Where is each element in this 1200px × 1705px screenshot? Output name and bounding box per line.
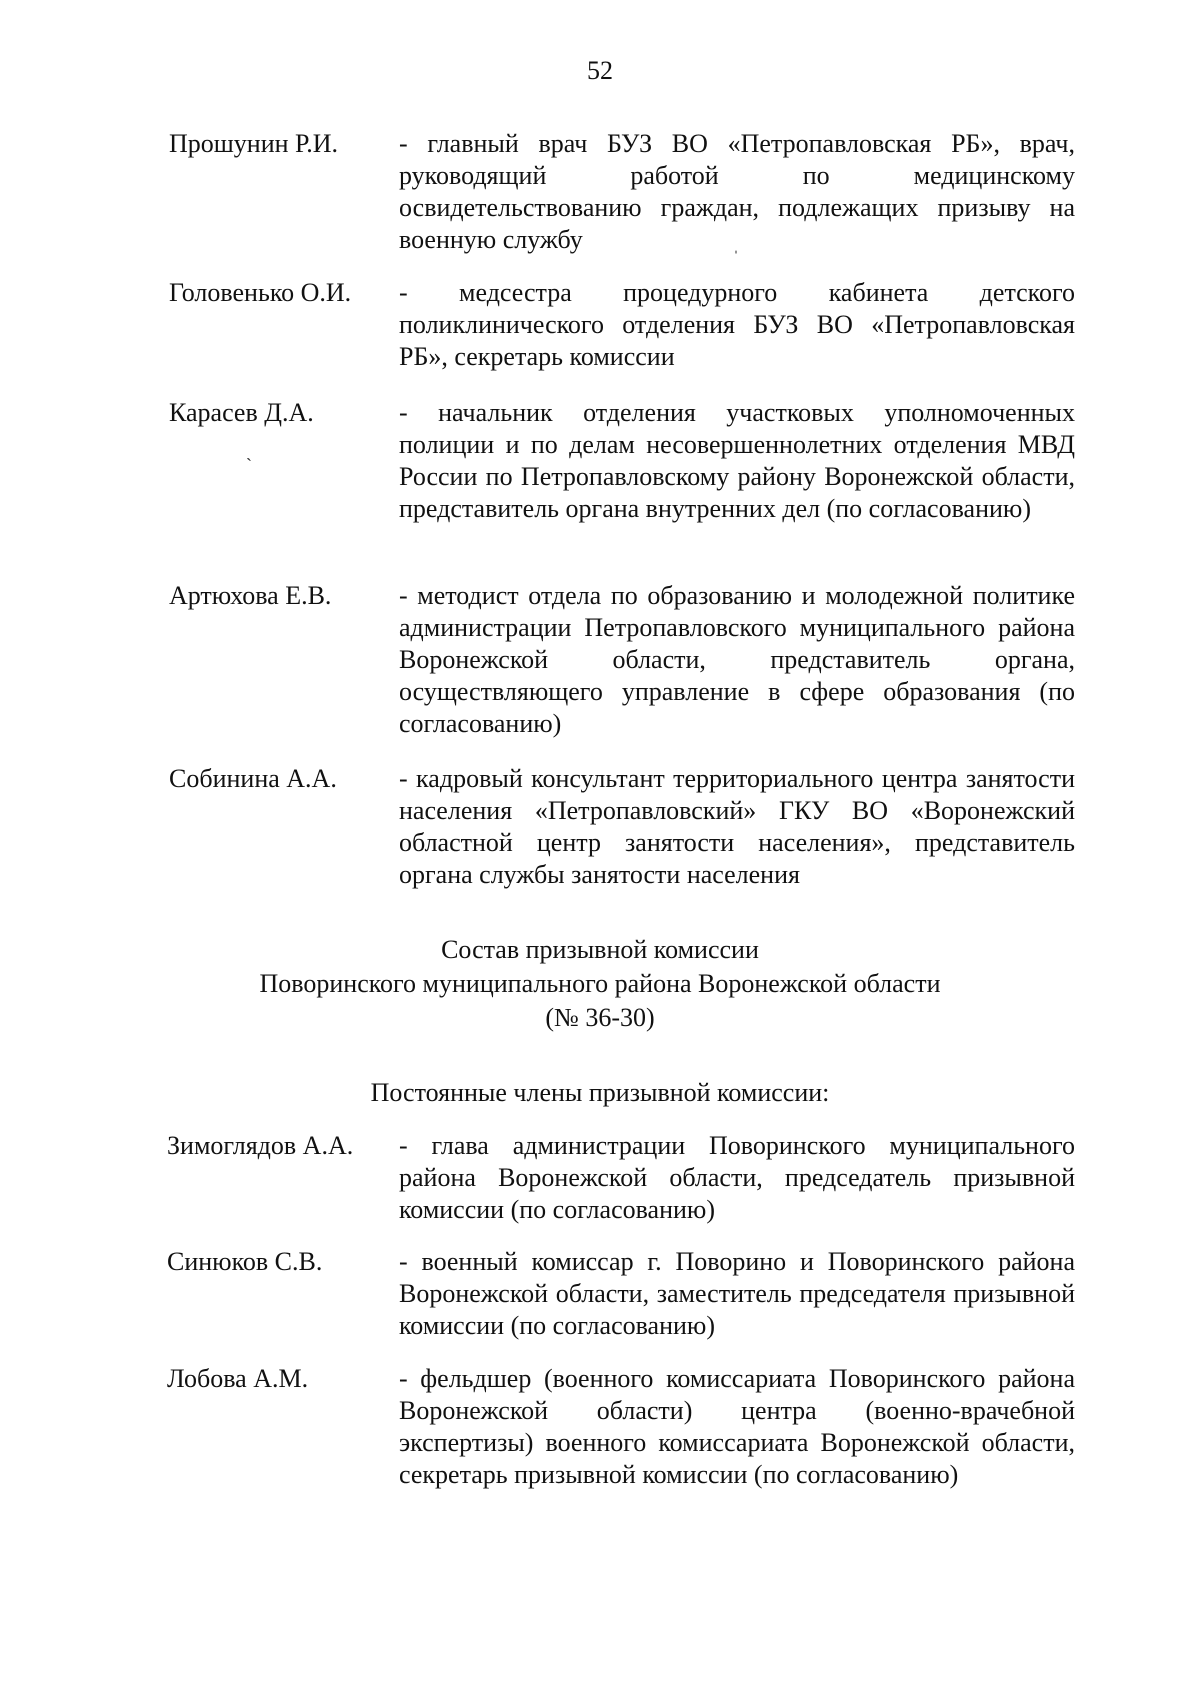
member-description: - глава администрации Поворинского муниципального района Воронежской области, председатель призывной комиссии (по согласованию) xyxy=(399,1131,1075,1224)
member-description: - главный врач БУЗ ВО «Петропавловская РБ», врач, руководящий работой по медицинскому освидетельствованию граждан, подлежащих призыву на военную службу xyxy=(399,129,1075,254)
member-name: Собинина А.А. xyxy=(169,764,337,793)
member-name: Синюков С.В. xyxy=(167,1247,323,1276)
member-description: - методист отдела по образованию и молодежной политике администрации Петропавловского муниципального района Воронежской области, представитель органа, осуществляющего управление в сфере образования (по согласованию) xyxy=(399,581,1075,738)
member-description: - кадровый консультант территориального центра занятости населения «Петропавловский» ГКУ ВО «Воронежский областной центр занятости населения», представитель органа службы занятости населения xyxy=(399,764,1075,889)
page-number: 52 xyxy=(587,56,613,85)
member-name: Лобова А.М. xyxy=(167,1364,309,1393)
section-title-line-3: (№ 36-30) xyxy=(545,1003,655,1032)
member-description: - начальник отделения участковых уполномоченных полиции и по делам несовершеннолетних отделения МВД России по Петропавловскому району Воронежской области, представитель органа внутренних дел (по согласованию) xyxy=(399,398,1075,523)
member-name: Зимоглядов А.А. xyxy=(167,1131,354,1160)
scan-artifact-mark: ˋ xyxy=(246,455,252,475)
scan-artifact-mark: ˈ xyxy=(733,247,739,267)
member-description: - военный комиссар г. Поворино и Поворинского района Воронежской области, заместитель председателя призывной комиссии (по согласованию) xyxy=(399,1247,1075,1340)
section-title-line-2: Поворинского муниципального района Воронежской области xyxy=(259,969,941,998)
section-subtitle-block xyxy=(0,1076,1200,1110)
member-name: Карасев Д.А. xyxy=(169,398,314,427)
member-description: - фельдшер (военного комиссариата Поворинского района Воронежской области) центра (военно-врачебной экспертизы) военного комиссариата Воронежской области, секретарь призывной комиссии (по согласованию) xyxy=(399,1364,1075,1489)
section-subtitle: Постоянные члены призывной комиссии: xyxy=(370,1078,830,1107)
member-name: Головенько О.И. xyxy=(169,278,352,307)
member-description: - медсестра процедурного кабинета детского поликлинического отделения БУЗ ВО «Петропавловская РБ», секретарь комиссии xyxy=(399,278,1075,371)
member-name: Артюхова Е.В. xyxy=(169,581,332,610)
section-title-line-1: Состав призывной комиссии xyxy=(441,935,759,964)
member-name: Прошунин Р.И. xyxy=(169,129,339,158)
section-heading xyxy=(0,933,1200,1035)
